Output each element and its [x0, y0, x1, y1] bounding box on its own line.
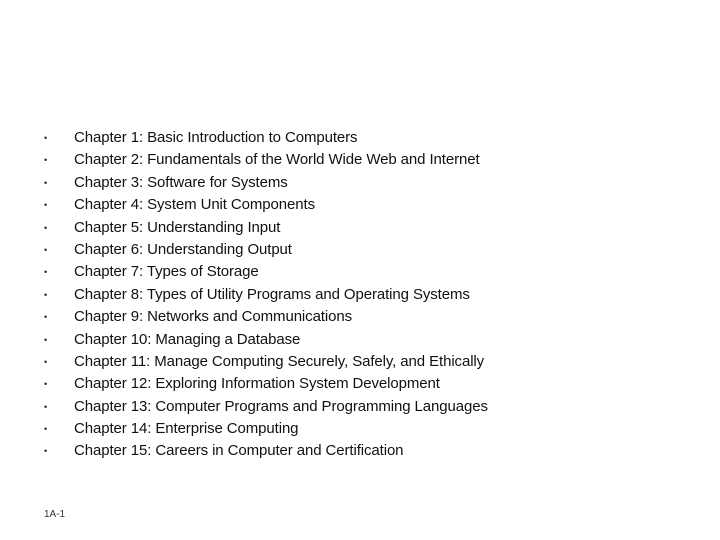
- bullet-icon: •: [44, 133, 48, 143]
- chapter-list: [40, 127, 488, 463]
- bullet-icon: •: [44, 177, 48, 188]
- chapter-title: Chapter 12: Exploring Information System Development: [74, 375, 440, 393]
- list-item: [40, 149, 488, 171]
- chapter-title: Chapter 7: Types of Storage: [74, 263, 259, 281]
- list-item: [40, 351, 488, 373]
- bullet-icon: •: [44, 244, 48, 255]
- list-item: [40, 261, 488, 283]
- chapter-title: Chapter 14: Enterprise Computing: [74, 420, 299, 438]
- bullet-icon: •: [44, 267, 48, 278]
- slide-number: 1A-1: [44, 509, 66, 520]
- chapter-title: Chapter 8: Types of Utility Programs and Operating Systems: [74, 285, 470, 303]
- list-item: [40, 194, 488, 216]
- list-item: [40, 396, 488, 418]
- bullet-icon: •: [44, 289, 48, 300]
- list-item: [40, 217, 488, 239]
- list-item: [40, 284, 488, 306]
- bullet-icon: •: [44, 446, 48, 457]
- bullet-icon: •: [44, 356, 48, 367]
- list-item: [40, 329, 488, 351]
- list-item: [40, 373, 488, 395]
- chapter-title: Chapter 15: Careers in Computer and Certification: [74, 442, 404, 460]
- chapter-title: Chapter 5: Understanding Input: [74, 218, 281, 236]
- chapter-title: Chapter 10: Managing a Database: [74, 330, 301, 348]
- list-item: [40, 440, 488, 462]
- chapter-title: Chapter 9: Networks and Communications: [74, 308, 352, 326]
- chapter-title: Chapter 2: Fundamentals of the World Wide Web and Internet: [74, 151, 480, 169]
- chapter-title: Chapter 11: Manage Computing Securely, Safely, and Ethically: [74, 352, 485, 370]
- chapter-title: Chapter 1: Basic Introduction to Computers: [74, 129, 358, 146]
- bullet-icon: •: [44, 401, 48, 412]
- bullet-icon: •: [44, 312, 48, 323]
- bullet-icon: •: [44, 424, 48, 435]
- list-item: [40, 127, 488, 149]
- chapter-title: Chapter 13: Computer Programs and Programming Languages: [74, 397, 488, 415]
- bullet-icon: •: [44, 222, 48, 233]
- list-item: [40, 418, 488, 440]
- chapter-title: Chapter 4: System Unit Components: [74, 196, 315, 214]
- list-item: [40, 172, 488, 194]
- chapter-title: Chapter 3: Software for Systems: [74, 173, 288, 191]
- bullet-icon: •: [44, 155, 48, 166]
- list-item: [40, 306, 488, 328]
- bullet-icon: •: [44, 379, 48, 390]
- bullet-icon: •: [44, 334, 48, 345]
- list-item: [40, 239, 488, 261]
- chapter-title: Chapter 6: Understanding Output: [74, 240, 292, 258]
- bullet-icon: •: [44, 200, 48, 211]
